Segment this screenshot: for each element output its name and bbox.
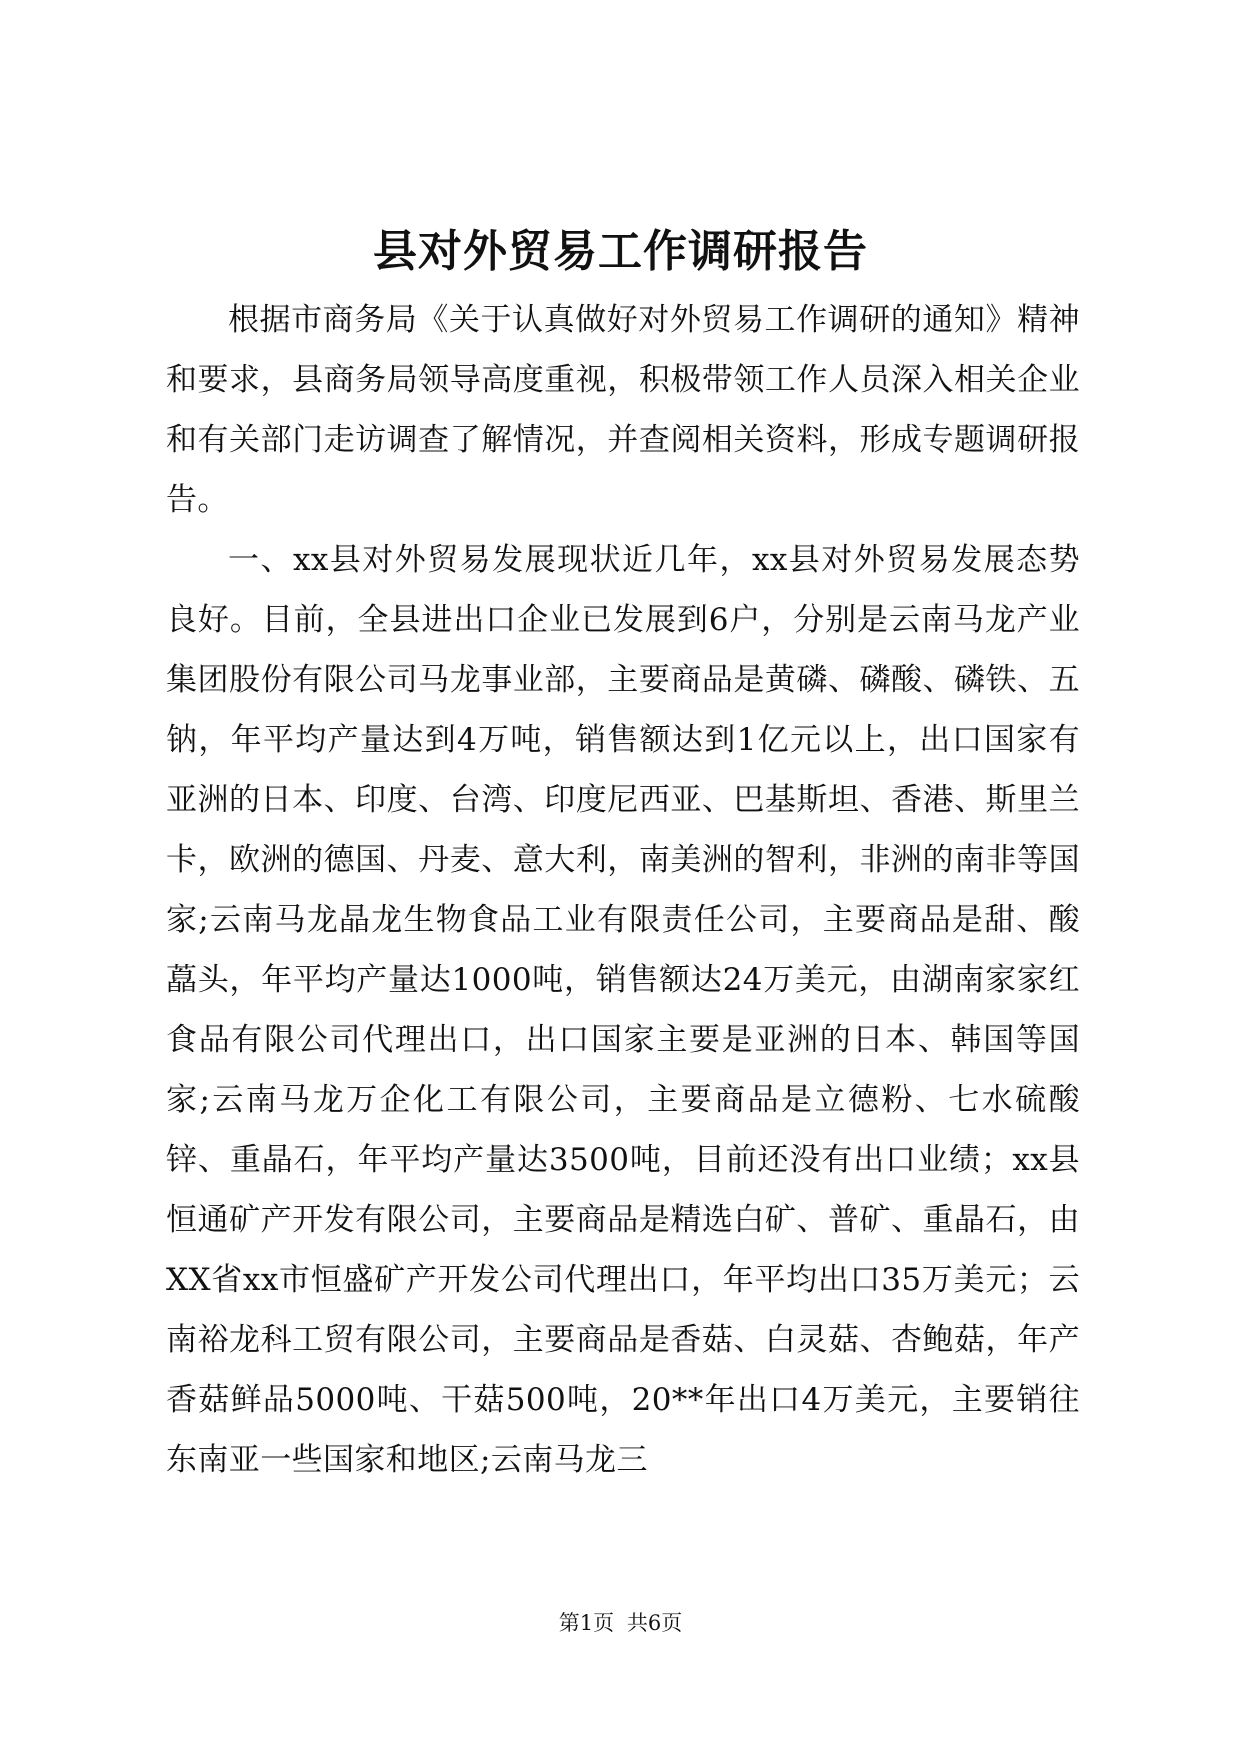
paragraph-intro: 根据市商务局《关于认真做好对外贸易工作调研的通知》精神和要求，县商务局领导高度重视，积极带领工作人员深入相关企业和有关部门走访调查了解情况，并查阅相关资料，形成专题调研报告。 [166, 302, 1080, 518]
paragraph-section-one: 一、xx县对外贸易发展现状近几年，xx县对外贸易发展态势良好。目前，全县进出口企业已发展到6户，分别是云南马龙产业集团股份有限公司马龙事业部，主要商品是黄磷、磷酸、磷铁、五钠，年平均产量达到4万吨，销售额达到1亿元以上，出口国家有亚洲的日本、印度、台湾、印度尼西亚、巴基斯坦、香港、斯里兰卡，欧洲的德国、丹麦、意大利，南美洲的智利，非洲的南非等国家;云南马龙晶龙生物食品工业有限责任公司，主要商品是甜、酸藠头，年平均产量达1000吨，销售额达24万美元，由湖南家家红食品有限公司代理出口，出口国家主要是亚洲的日本、韩国等国家;云南马龙万企化工有限公司，主要商品是立德粉、七水硫酸锌、重晶石，年平均产量达3500吨，目前还没有出口业绩；xx县恒通矿产开发有限公司，主要商品是精选白矿、普矿、重晶石，由XX省xx市恒盛矿产开发公司代理出口，年平均出口35万美元；云南裕龙科工贸有限公司，主要商品是香菇、白灵菇、杏鲍菇，年产香菇鲜品5000吨、干菇500吨，20**年出口4万美元，主要销往东南亚一些国家和地区;云南马龙三 [166, 542, 1080, 1478]
page-total: 共6页 [626, 1611, 683, 1635]
document-title: 县对外贸易工作调研报告 [373, 226, 868, 277]
page-footer [0, 1608, 1241, 1638]
page-number: 第1页 [558, 1611, 615, 1635]
document-body [166, 290, 1080, 1490]
